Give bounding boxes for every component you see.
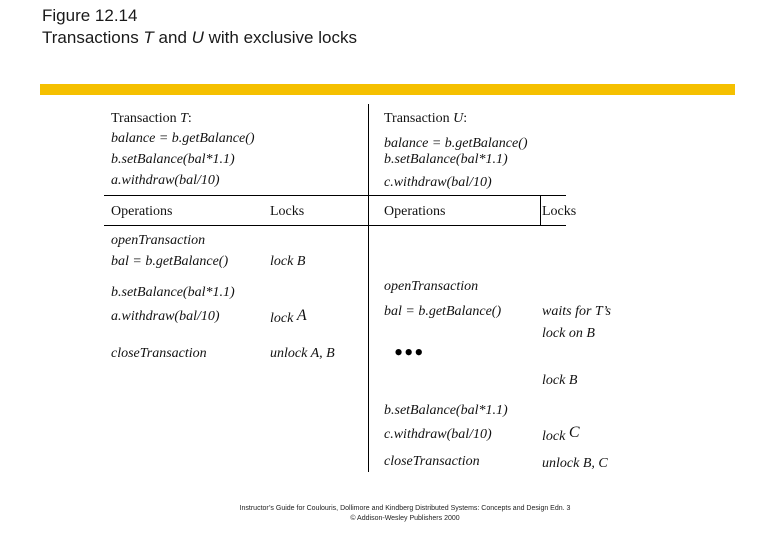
t-code-line-1: balance = b.getBalance() bbox=[111, 131, 255, 146]
t-set-balance: b.setBalance(bal*1.1) bbox=[111, 285, 235, 300]
u-column-divider bbox=[540, 195, 541, 226]
t-locks-header: Locks bbox=[270, 204, 305, 219]
t-get-balance: bal = b.getBalance() bbox=[111, 254, 229, 269]
u-set-balance: b.setBalance(bal*1.1) bbox=[384, 403, 508, 418]
u-lock-c: lock C bbox=[542, 424, 580, 444]
u-header-rule-bottom bbox=[369, 225, 566, 226]
u-unlock-b-c: unlock B, C bbox=[542, 456, 608, 471]
u-code-line-3: c.withdraw(bal/10) bbox=[384, 175, 492, 190]
transaction-u-label: Transaction U: bbox=[384, 111, 468, 126]
u-withdraw: c.withdraw(bal/10) bbox=[384, 427, 492, 442]
t-open-transaction: openTransaction bbox=[111, 233, 206, 248]
t-header-rule-top bbox=[104, 195, 368, 196]
t-close-transaction: closeTransaction bbox=[111, 346, 207, 361]
ellipsis-waiting: ••• bbox=[394, 338, 425, 367]
u-close-transaction: closeTransaction bbox=[384, 454, 480, 469]
u-locks-header: Locks bbox=[542, 204, 577, 219]
u-code-line-2: b.setBalance(bal*1.1) bbox=[384, 152, 508, 167]
u-get-balance: bal = b.getBalance() bbox=[384, 304, 502, 319]
u-lock-b: lock B bbox=[542, 373, 578, 388]
accent-bar bbox=[40, 84, 735, 95]
transaction-t-label: Transaction T: bbox=[111, 111, 192, 126]
t-withdraw: a.withdraw(bal/10) bbox=[111, 309, 220, 324]
t-header-rule-bottom bbox=[104, 225, 368, 226]
footer-credit: Instructor’s Guide for Coulouris, Dollimore and Kindberg Distributed Systems: Concepts and Design Edn. 3 bbox=[239, 505, 571, 512]
t-code-line-2: b.setBalance(bal*1.1) bbox=[111, 152, 235, 167]
u-code-line-1: balance = b.getBalance() bbox=[384, 136, 528, 151]
u-operations-header: Operations bbox=[384, 204, 446, 219]
footer-copyright: © Addison-Wesley Publishers 2000 bbox=[350, 515, 460, 522]
t-lock-b: lock B bbox=[270, 254, 306, 269]
figure-number: Figure 12.14 bbox=[42, 6, 138, 25]
u-header-rule-top bbox=[369, 195, 566, 196]
u-open-transaction: openTransaction bbox=[384, 279, 479, 294]
t-operations-header: Operations bbox=[111, 204, 173, 219]
center-divider bbox=[368, 104, 369, 472]
u-waits-lock-on-b: lock on B bbox=[542, 326, 595, 341]
t-code-line-3: a.withdraw(bal/10) bbox=[111, 173, 220, 188]
u-waits-for-t: waits for T’s bbox=[542, 304, 612, 319]
t-lock-a: lock A bbox=[270, 307, 307, 326]
t-unlock-a-b: unlock A, B bbox=[270, 346, 335, 361]
figure-title: Transactions T and U with exclusive locks bbox=[42, 28, 357, 47]
